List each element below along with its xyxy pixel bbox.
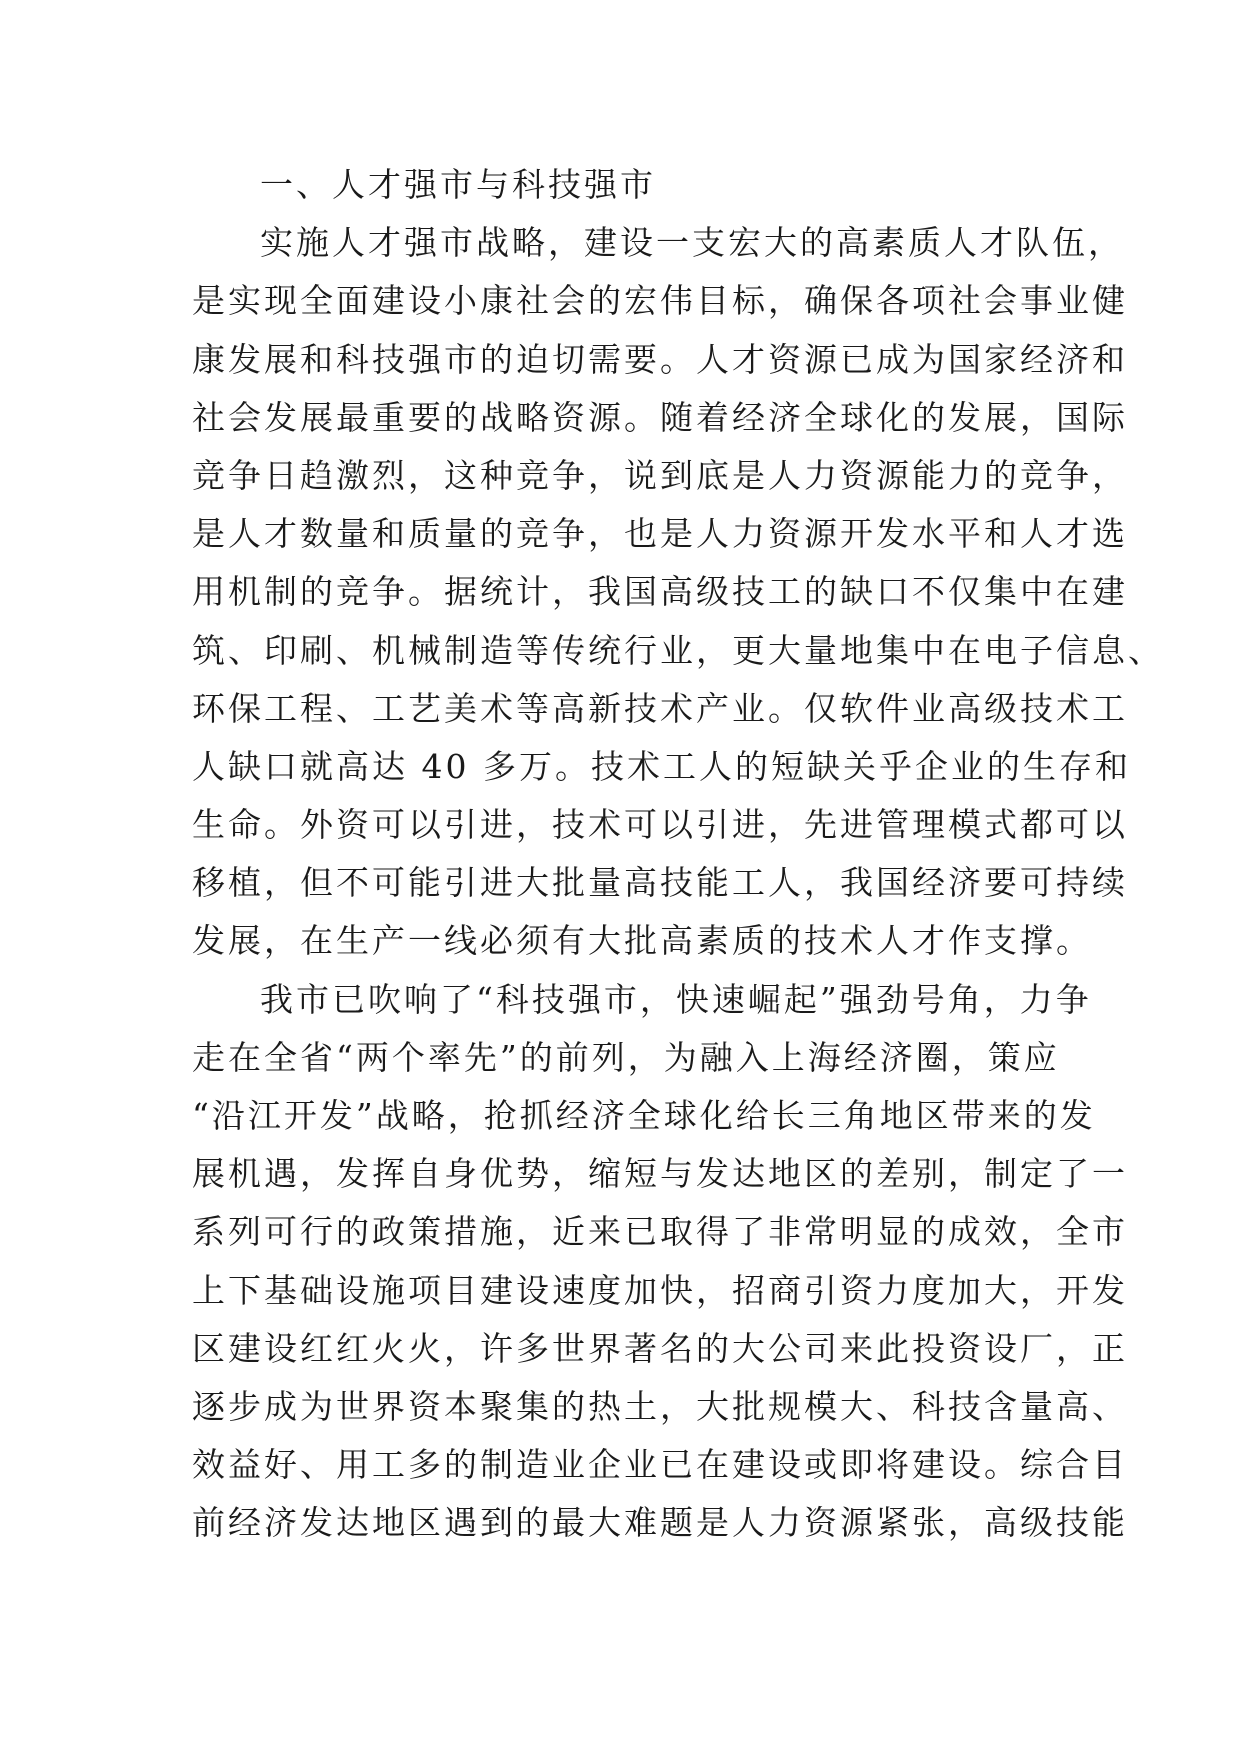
paragraph-line: 康发展和科技强市的迫切需要。人才资源已成为国家经济和 [192,339,1128,379]
paragraph-line: 是人才数量和质量的竞争，也是人力资源开发水平和人才选 [192,514,1128,554]
paragraph-line: 上下基础设施项目建设速度加快，招商引资力度加大，开发 [192,1270,1128,1310]
paragraph-line: 环保工程、工艺美术等高新技术产业。仅软件业高级技术工 [192,688,1128,728]
section-heading: 一、人才强市与科技强市 [260,165,656,204]
paragraph-line: 逐步成为世界资本聚集的热土，大批规模大、科技含量高、 [192,1386,1128,1426]
paragraph-line: 筑、印刷、机械制造等传统行业，更大量地集中在电子信息、 [192,630,1164,670]
paragraph-line: 展机遇，发挥自身优势，缩短与发达地区的差别，制定了一 [192,1154,1128,1194]
paragraph-line: 移植，但不可能引进大批量高技能工人，我国经济要可持续 [192,863,1128,903]
paragraph-line: 走在全省“两个率先”的前列，为融入上海经济圈，策应 [192,1037,1060,1077]
document-body [192,156,1164,1553]
paragraph-line: 前经济发达地区遇到的最大难题是人力资源紧张，高级技能 [192,1503,1128,1543]
paragraph-line: 社会发展最重要的战略资源。随着经济全球化的发展，国际 [192,397,1128,437]
paragraph-line: 效益好、用工多的制造业企业已在建设或即将建设。综合目 [192,1445,1128,1485]
paragraph-line: 是实现全面建设小康社会的宏伟目标，确保各项社会事业健 [192,281,1128,321]
paragraph-line: 我市已吹响了“科技强市，快速崛起”强劲号角，力争 [260,979,1092,1019]
paragraph-line: 用机制的竞争。据统计，我国高级技工的缺口不仅集中在建 [192,572,1128,612]
paragraph-line: 区建设红红火火，许多世界著名的大公司来此投资设厂，正 [192,1328,1128,1368]
paragraph-line: 竞争日趋激烈，这种竞争，说到底是人力资源能力的竞争， [192,455,1128,495]
paragraph-line: 实施人才强市战略，建设一支宏大的高素质人才队伍， [260,223,1124,263]
paragraph-line: 生命。外资可以引进，技术可以引进，先进管理模式都可以 [192,805,1128,845]
paragraph-line: “沿江开发”战略，抢抓经济全球化给长三角地区带来的发 [192,1096,1096,1135]
paragraph-line: 发展，在生产一线必须有大批高素质的技术人才作支撑。 [192,921,1092,961]
paragraph-line: 系列可行的政策措施，近来已取得了非常明显的成效，全市 [192,1212,1128,1252]
paragraph-line: 人缺口就高达 40 多万。技术工人的短缺关乎企业的生存和 [192,746,1131,786]
